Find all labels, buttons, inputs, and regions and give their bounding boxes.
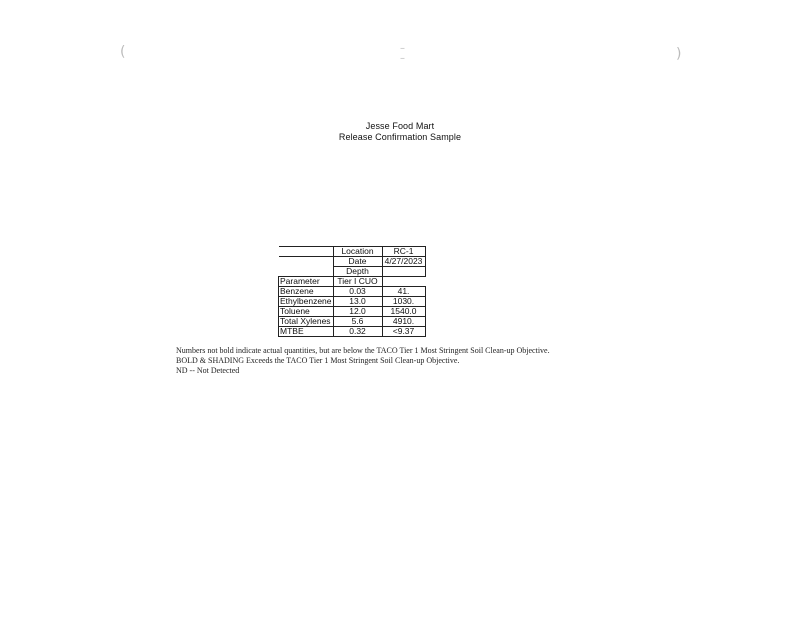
parameter-cell: Toluene: [279, 307, 334, 317]
value-cell: 4910.: [382, 317, 425, 327]
table-notes: [176, 346, 550, 376]
table-cell: Depth: [333, 267, 382, 277]
value-cell: 41.: [382, 287, 425, 297]
parameter-cell: MTBE: [279, 327, 334, 337]
table-row: [279, 307, 426, 317]
table-row: [279, 287, 426, 297]
table-row: [279, 327, 426, 337]
results-table: [278, 246, 426, 337]
table-cell: Location: [333, 247, 382, 257]
cuo-cell: 0.03: [333, 287, 382, 297]
cuo-cell: 5.6: [333, 317, 382, 327]
note-not-detected: ND -- Not Detected: [176, 366, 240, 375]
table-row: [279, 297, 426, 307]
table-row-date: [279, 257, 426, 267]
table-cell: [279, 257, 334, 267]
scan-hole-mark-center: – –: [400, 43, 405, 64]
value-cell: 1540.0: [382, 307, 425, 317]
parameter-cell: Benzene: [279, 287, 334, 297]
value-cell: 1030.: [382, 297, 425, 307]
note-not-bold: Numbers not bold indicate actual quantities, but are below the TACO Tier 1 Most Stringent Soil Clean-up Objective.: [176, 346, 550, 355]
cuo-cell: 13.0: [333, 297, 382, 307]
document-subtitle: Release Confirmation Sample: [338, 132, 462, 142]
table-cell: 4/27/2023: [382, 257, 425, 267]
table-cell: Date: [333, 257, 382, 267]
document-header: [0, 121, 800, 143]
table-header-cell: Parameter: [279, 277, 334, 287]
table-cell: [382, 267, 425, 277]
table-row-location: [279, 247, 426, 257]
table-row-depth: [279, 267, 426, 277]
scan-hole-mark-left: (: [120, 44, 126, 60]
parameter-cell: Total Xylenes: [279, 317, 334, 327]
table-cell: [279, 267, 334, 277]
cuo-cell: 0.32: [333, 327, 382, 337]
table-cell: [279, 247, 334, 257]
table-header-cell: [382, 277, 425, 287]
note-bold-shading: BOLD & SHADING Exceeds the TACO Tier 1 Most Stringent Soil Clean-up Objective.: [176, 356, 460, 365]
table-header-cell: Tier I CUO: [333, 277, 382, 287]
parameter-cell: Ethylbenzene: [280, 296, 332, 306]
document-title: Jesse Food Mart: [365, 121, 435, 131]
table-row: [279, 317, 426, 327]
scan-hole-mark-right: ): [676, 46, 682, 62]
value-cell: <9.37: [382, 327, 425, 337]
table-header-row: [279, 277, 426, 287]
table-cell: RC-1: [382, 247, 425, 257]
cuo-cell: 12.0: [333, 307, 382, 317]
